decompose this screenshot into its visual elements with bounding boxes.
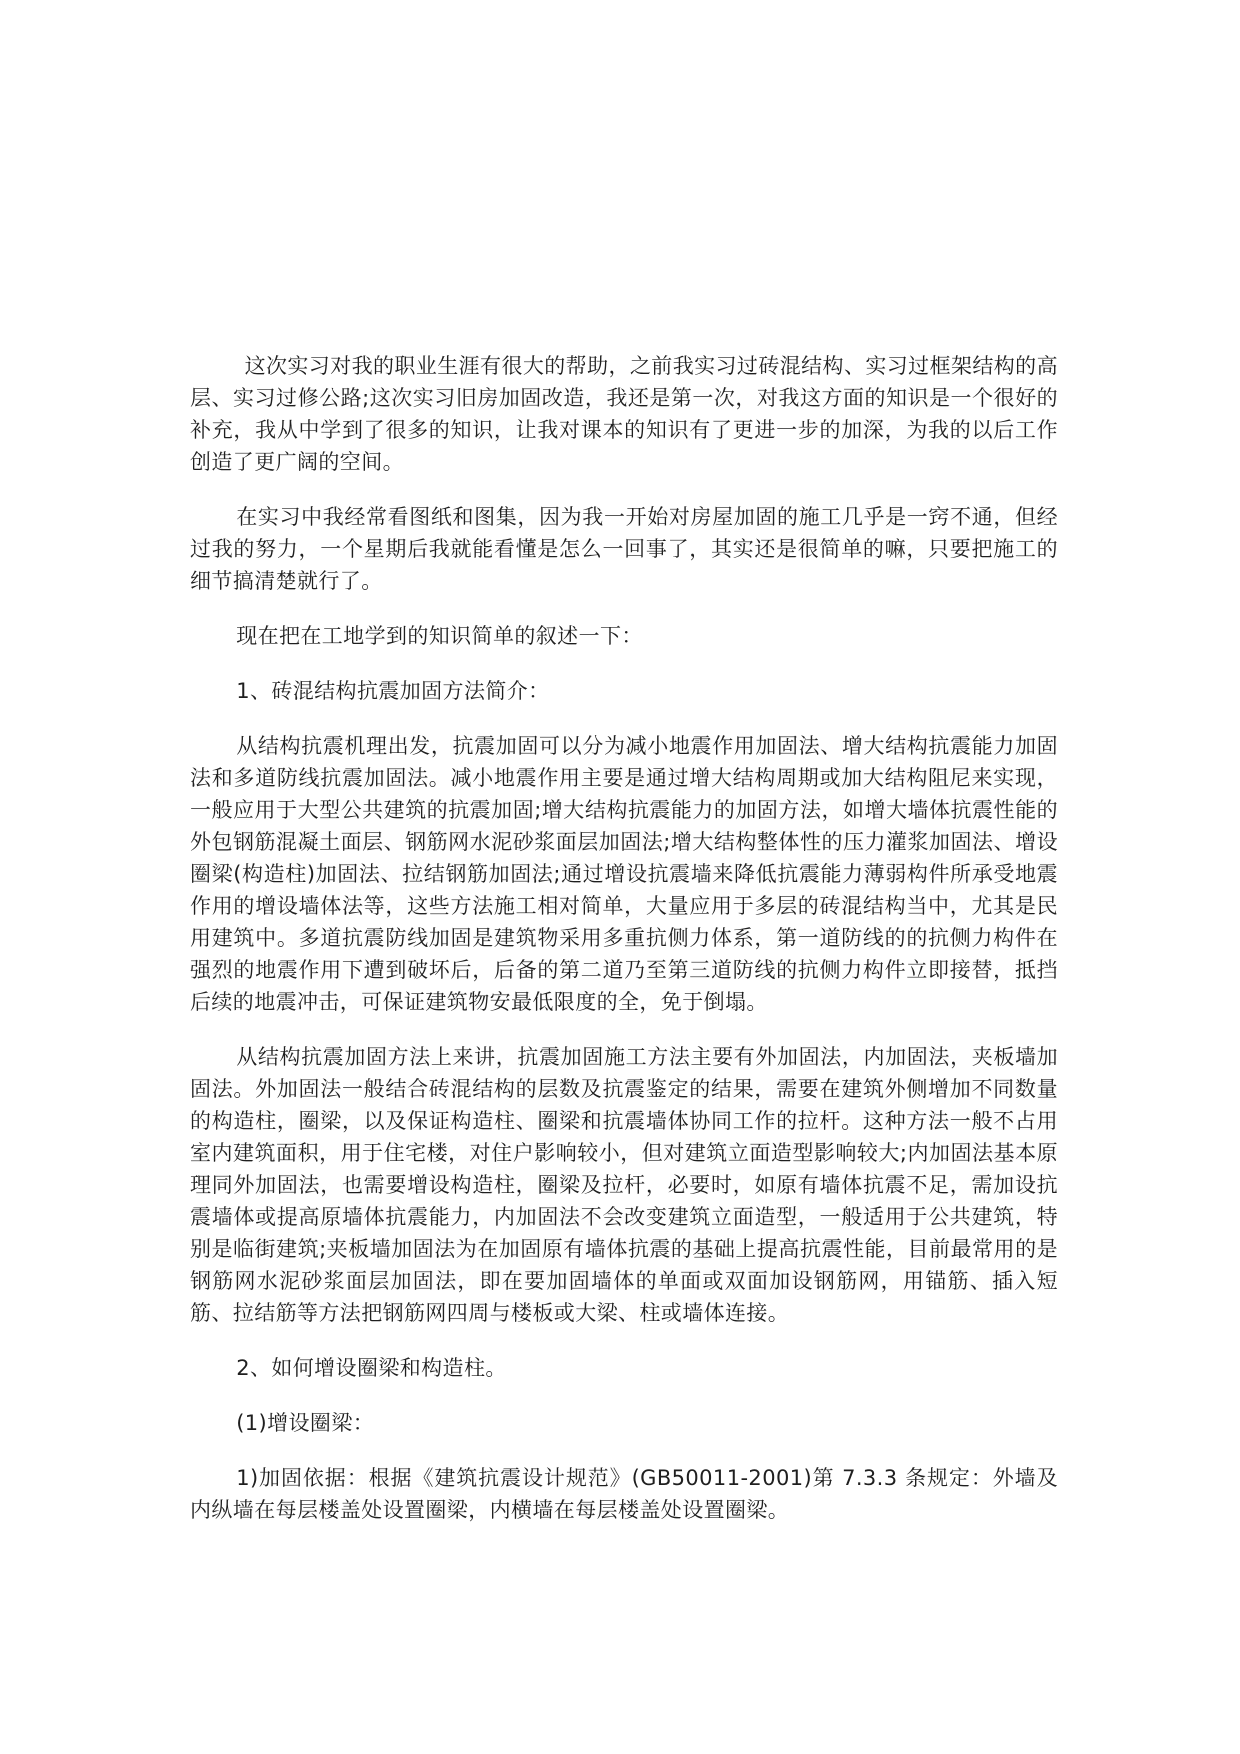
document-body xyxy=(190,350,1058,1549)
heading-subsection-ring-beam: (1)增设圈梁： xyxy=(236,1411,375,1435)
paragraph-summary-lead: 现在把在工地学到的知识简单的叙述一下： xyxy=(236,624,643,648)
paragraph-drawings: 在实习中我经常看图纸和图集，因为我一开始对房屋加固的施工几乎是一窍不通，但经过我的努力，一个星期后我就能看懂是怎么一回事了，其实还是很简单的嘛，只要把施工的细节搞清楚就行了。 xyxy=(190,505,1058,593)
heading-section-1: 1、砖混结构抗震加固方法简介： xyxy=(236,679,550,703)
paragraph-reinforcement-basis: 1)加固依据：根据《建筑抗震设计规范》(GB50011-2001)第 7.3.3 条规定：外墙及内纵墙在每层楼盖处设置圈梁，内横墙在每层楼盖处设置圈梁。 xyxy=(190,1466,1058,1522)
paragraph-seismic-methods: 从结构抗震加固方法上来讲，抗震加固施工方法主要有外加固法，内加固法，夹板墙加固法。外加固法一般结合砖混结构的层数及抗震鉴定的结果，需要在建筑外侧增加不同数量的构造柱，圈梁，以及保证构造柱、圈梁和抗震墙体协同工作的拉杆。这种方法一般不占用室内建筑面积，用于住宅楼，对住户影响较小，但对建筑立面造型影响较大;内加固法基本原理同外加固法，也需要增设构造柱，圈梁及拉杆，必要时，如原有墙体抗震不足，需加设抗震墙体或提高原墙体抗震能力，内加固法不会改变建筑立面造型，一般适用于公共建筑，特别是临街建筑;夹板墙加固法为在加固原有墙体抗震的基础上提高抗震性能，目前最常用的是钢筋网水泥砂浆面层加固法，即在要加固墙体的单面或双面加设钢筋网，用锚筋、插入短筋、拉结筋等方法把钢筋网四周与楼板或大梁、柱或墙体连接。 xyxy=(190,1045,1058,1325)
paragraph-seismic-mechanism: 从结构抗震机理出发，抗震加固可以分为减小地震作用加固法、增大结构抗震能力加固法和多道防线抗震加固法。减小地震作用主要是通过增大结构周期或加大结构阻尼来实现，一般应用于大型公共建筑的抗震加固;增大结构抗震能力的加固方法，如增大墙体抗震性能的外包钢筋混凝土面层、钢筋网水泥砂浆面层加固法;增大结构整体性的压力灌浆加固法、增设圈梁(构造柱)加固法、拉结钢筋加固法;通过增设抗震墙来降低抗震能力薄弱构件所承受地震作用的增设墙体法等，这些方法施工相对简单，大量应用于多层的砖混结构当中，尤其是民用建筑中。多道抗震防线加固是建筑物采用多重抗侧力体系，第一道防线的的抗侧力构件在强烈的地震作用下遭到破坏后，后备的第二道乃至第三道防线的抗侧力构件立即接替，抵挡后续的地震冲击，可保证建筑物安最低限度的全，免于倒塌。 xyxy=(190,734,1058,1014)
paragraph-internship-intro: 这次实习对我的职业生涯有很大的帮助，之前我实习过砖混结构、实习过框架结构的高层、实习过修公路;这次实习旧房加固改造，我还是第一次，对我这方面的知识是一个很好的补充，我从中学到了很多的知识，让我对课本的知识有了更进一步的加深，为我的以后工作创造了更广阔的空间。 xyxy=(190,354,1058,474)
heading-section-2: 2、如何增设圈梁和构造柱。 xyxy=(236,1356,507,1380)
